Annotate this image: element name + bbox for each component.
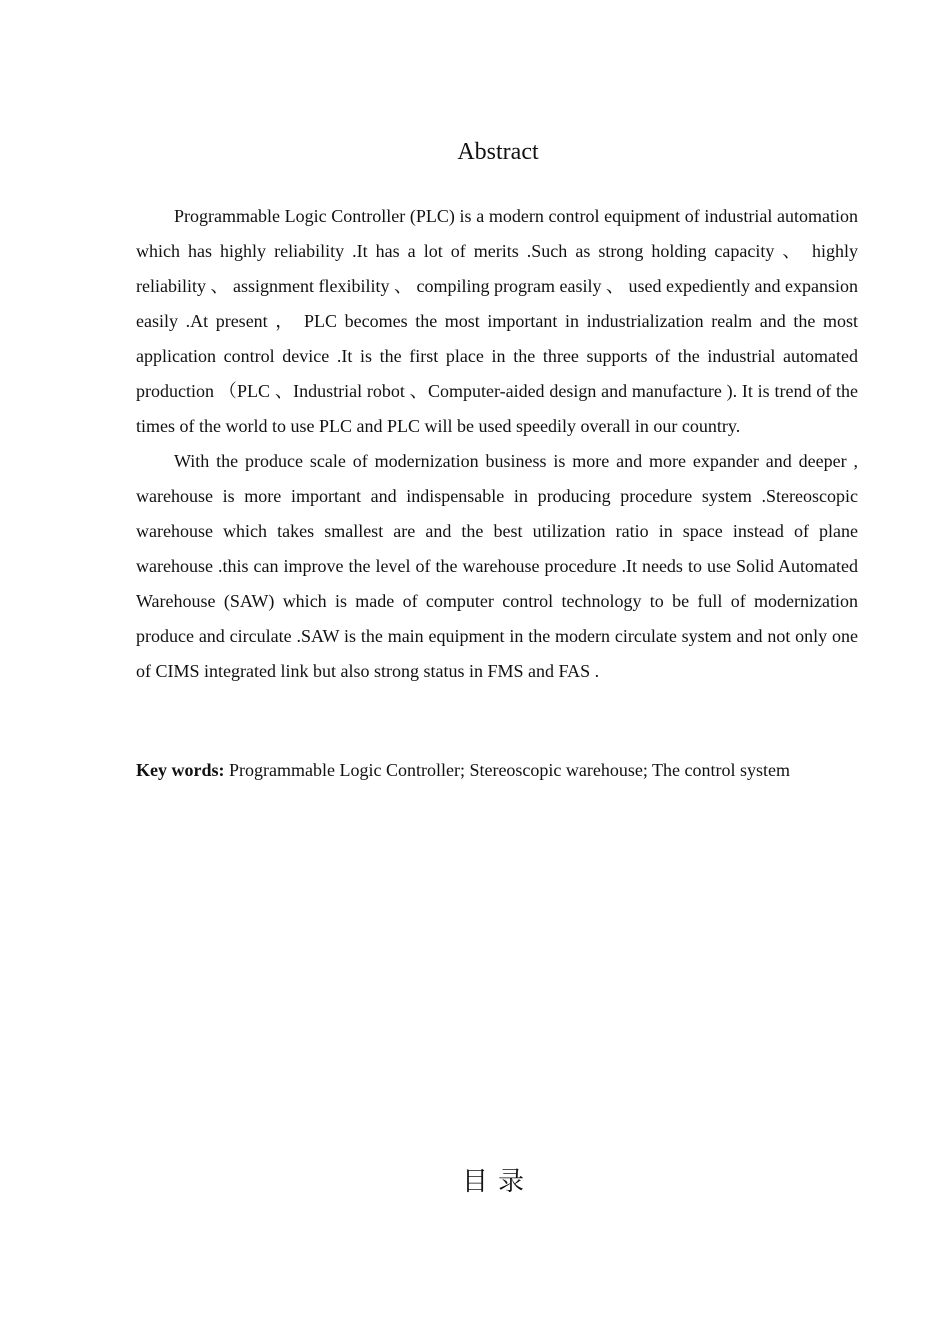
table-of-contents-heading: 目录 [461,1167,534,1197]
abstract-paragraph: With the produce scale of modernization business is more and more expander and deeper , warehouse is more important and indispensable in producing procedure system .Stereoscopic warehouse which takes smallest are and the best utilization ratio in space instead of plane warehouse .this can improve the level of the warehouse procedure .It needs to use Solid Automated Warehouse (SAW) which is made of computer control technology to be full of modernization produce and circulate .SAW is the main equipment in the modern circulate system and not only one of CIMS integrated link but also strong status in FMS and FAS . [136,451,858,681]
keywords-text: Programmable Logic Controller; Stereoscopic warehouse; The control system [224,760,791,780]
abstract-paragraph: Programmable Logic Controller (PLC) is a modern control equipment of industrial automation which has highly reliability .It has a lot of merits .Such as strong holding capacity 、 highly reliability 、 assignment flexibility 、 compiling program easily 、 used expediently and expansion easily .At present ， PLC becomes the most important in industrialization realm and the most application control device .It is the first place in the three supports of the industrial automated production （PLC 、Industrial robot 、Computer-aided design and manufacture ). It is trend of the times of the world to use PLC and PLC will be used speedily overall in our country. [136,206,858,436]
abstract-title: Abstract [457,139,539,165]
keywords-label: Key words: [136,760,225,780]
abstract-body [136,199,858,689]
keywords-line [136,755,858,785]
